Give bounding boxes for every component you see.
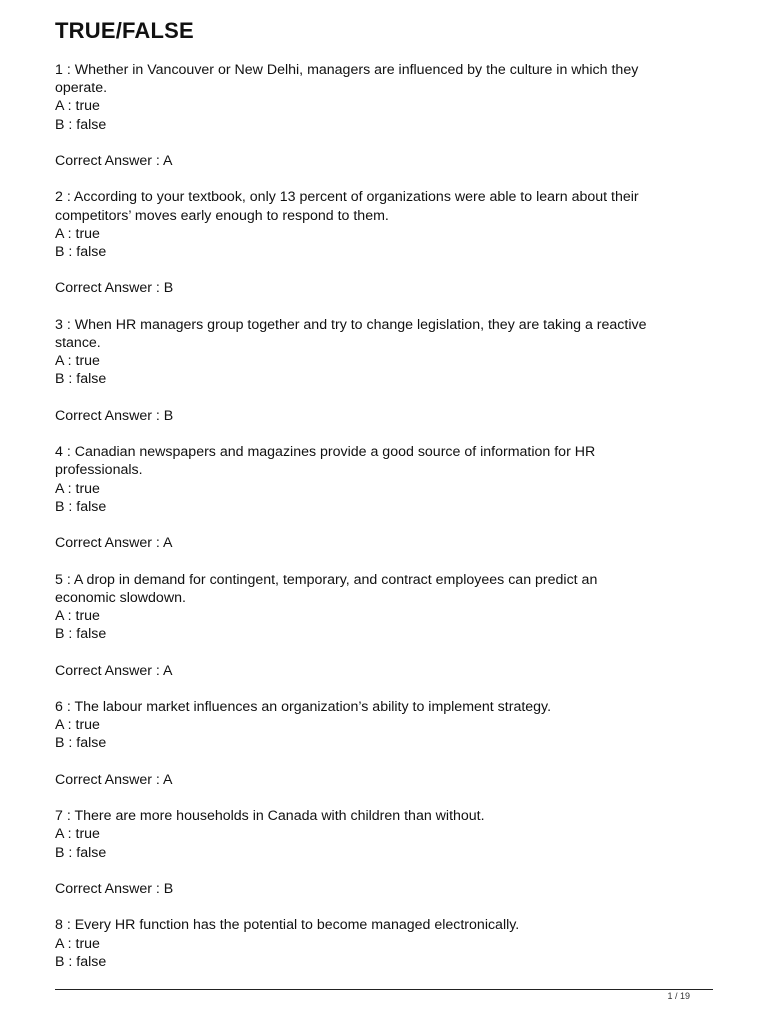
correct-answer: Correct Answer : B [55, 407, 174, 424]
question-text: 3 : When HR managers group together and try to change legislation, they are taking a reactive [55, 316, 647, 333]
question-text-continued: economic slowdown. [55, 589, 186, 606]
question-text-continued: stance. [55, 334, 101, 351]
option-b: B : false [55, 244, 107, 260]
correct-answer: Correct Answer : A [55, 153, 173, 169]
question-list [55, 61, 715, 971]
question-item [55, 443, 715, 552]
option-b: B : false [55, 626, 107, 643]
option-a: A : true [55, 98, 100, 115]
question-item [55, 61, 715, 170]
question-text: 1 : Whether in Vancouver or New Delhi, managers are influenced by the culture in which they [55, 62, 639, 78]
question-text: 2 : According to your textbook, only 13 percent of organizations were able to learn about their [55, 189, 639, 206]
correct-answer: Correct Answer : A [55, 535, 173, 552]
correct-answer: Correct Answer : A [55, 771, 173, 788]
question-item [55, 188, 715, 297]
option-b: B : false [55, 371, 107, 388]
question-text-continued: operate. [55, 80, 108, 97]
correct-answer: Correct Answer : A [55, 662, 173, 679]
option-b: B : false [55, 498, 107, 515]
option-b: B : false [55, 735, 107, 752]
option-a: A : true [55, 480, 100, 497]
question-item [55, 571, 715, 680]
question-text: 8 : Every HR function has the potential to become managed electronically. [55, 917, 520, 934]
option-b: B : false [55, 116, 107, 133]
question-text-continued: competitors’ moves early enough to respond to them. [55, 207, 389, 224]
question-item [55, 698, 715, 789]
document-page [55, 0, 715, 1024]
question-text: 4 : Canadian newspapers and magazines provide a good source of information for HR [55, 444, 596, 461]
option-a: A : true [55, 353, 100, 370]
question-text: 6 : The labour market influences an organization’s ability to implement strategy. [55, 698, 552, 715]
question-item [55, 316, 715, 425]
page-title: TRUE/FALSE [55, 18, 194, 43]
page-number: 1 / 19 [667, 991, 690, 1001]
question-text: 5 : A drop in demand for contingent, temporary, and contract employees can predict an [55, 571, 598, 588]
question-item [55, 807, 715, 898]
option-b: B : false [55, 953, 107, 970]
question-text: 7 : There are more households in Canada with children than without. [55, 808, 485, 825]
question-text-continued: professionals. [55, 462, 143, 479]
option-a: A : true [55, 607, 100, 624]
option-a: A : true [55, 935, 100, 952]
question-item [55, 916, 715, 971]
option-a: A : true [55, 225, 100, 242]
option-a: A : true [55, 826, 100, 843]
correct-answer: Correct Answer : B [55, 280, 174, 297]
option-a: A : true [55, 717, 100, 734]
option-b: B : false [55, 844, 107, 861]
correct-answer: Correct Answer : B [55, 880, 174, 897]
